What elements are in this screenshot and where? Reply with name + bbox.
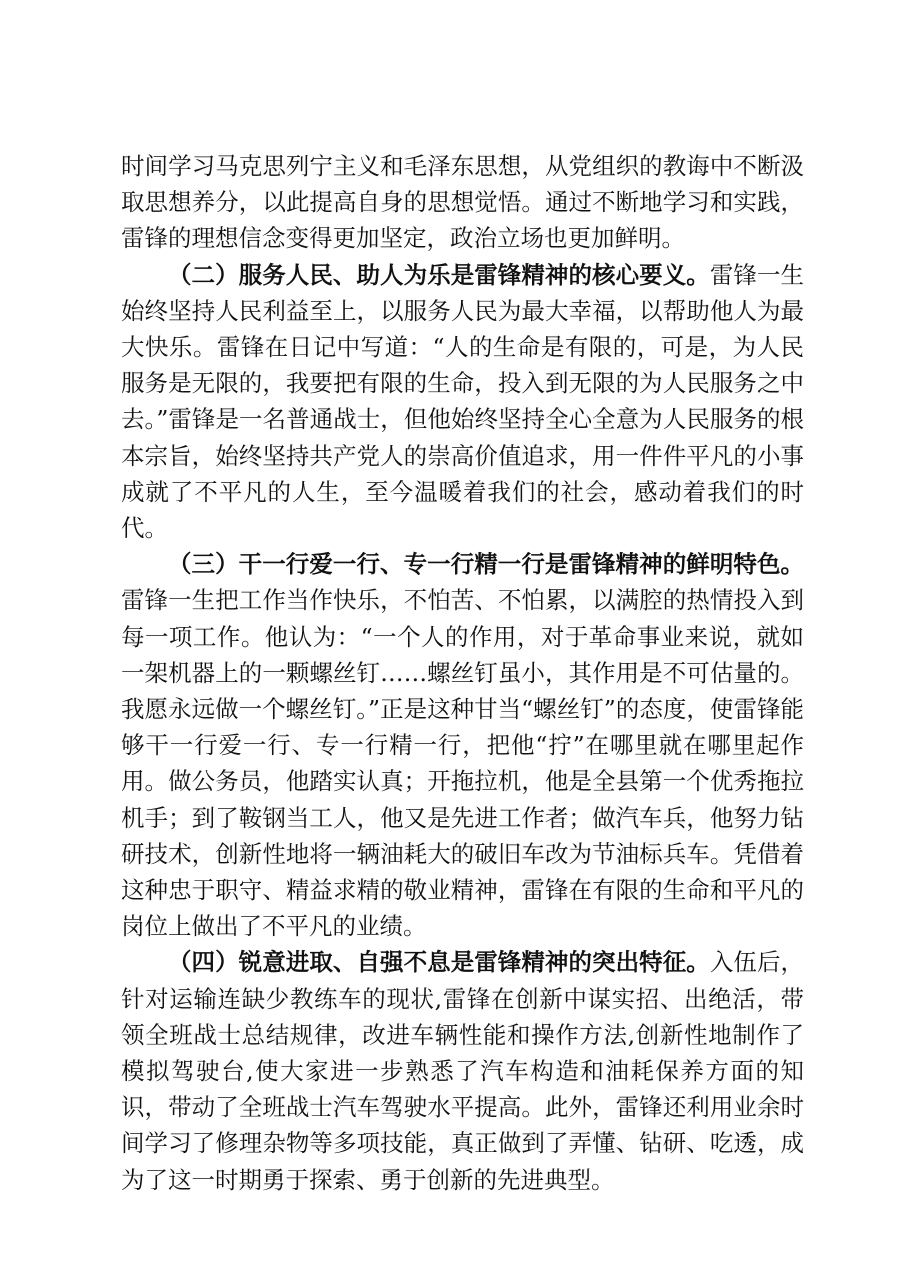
section-three-heading: （三）干一行爱一行、专一行精一行是雷锋精神的鲜明特色。 [168,550,804,579]
paragraph-section-two [121,257,804,547]
paragraph-body: 时间学习马克思列宁主义和毛泽东思想，从党组织的教诲中不断汲取思想养分，以此提高自身的思想觉悟。通过不断地学习和实践，雷锋的理想信念变得更加坚定，政治立场也更加鲜明。 [121,152,804,253]
section-four-heading: （四）锐意进取、自强不息是雷锋精神的突出特征。 [168,948,710,977]
paragraph-continued [121,148,804,257]
section-two-body: 雷锋一生始终坚持人民利益至上，以服务人民为最大幸福，以帮助他人为最大快乐。雷锋在日记中写道：“人的生命是有限的，可是，为人民服务是无限的，我要把有限的生命，投入到无限的为人民服务之中去。”雷锋是一名普通战士，但他始终坚持全心全意为人民服务的根本宗旨，始终坚持共产党人的崇高价值追求，用一件件平凡的小事成就了不平凡的人生，至今温暖着我们的社会，感动着我们的时代。 [121,260,805,543]
section-two-heading: （二）服务人民、助人为乐是雷锋精神的核心要义。 [168,260,710,289]
document-page [121,148,804,1198]
section-four-body: 入伍后，针对运输连缺少教练车的现状,雷锋在创新中谋实招、出绝活，带领全班战士总结规律，改进车辆性能和操作方法,创新性地制作了模拟驾驶台,使大家进一步熟悉了汽车构造和油耗保养方面的知识，带动了全班战士汽车驾驶水平提高。此外，雷锋还利用业余时间学习了修理杂物等多项技能，真正做到了弄懂、钻研、吃透，成为了这一时期勇于探索、勇于创新的先进典型。 [121,948,805,1194]
paragraph-section-four [121,944,804,1197]
paragraph-section-three [121,546,804,944]
section-three-body: 雷锋一生把工作当作快乐，不怕苦、不怕累，以满腔的热情投入到每一项工作。他认为：“一个人的作用，对于革命事业来说，就如一架机器上的一颗螺丝钉……螺丝钉虽小，其作用是不可估量的。我愿永远做一个螺丝钉。”正是这种甘当“螺丝钉”的态度，使雷锋能够干一行爱一行、专一行精一行，把他“拧”在哪里就在哪里起作用。做公务员，他踏实认真；开拖拉机，他是全县第一个优秀拖拉机手；到了鞍钢当工人，他又是先进工作者；做汽车兵，他努力钻研技术，创新性地将一辆油耗大的破旧车改为节油标兵车。凭借着这种忠于职守、精益求精的敬业精神，雷锋在有限的生命和平凡的岗位上做出了不平凡的业绩。 [121,586,804,941]
